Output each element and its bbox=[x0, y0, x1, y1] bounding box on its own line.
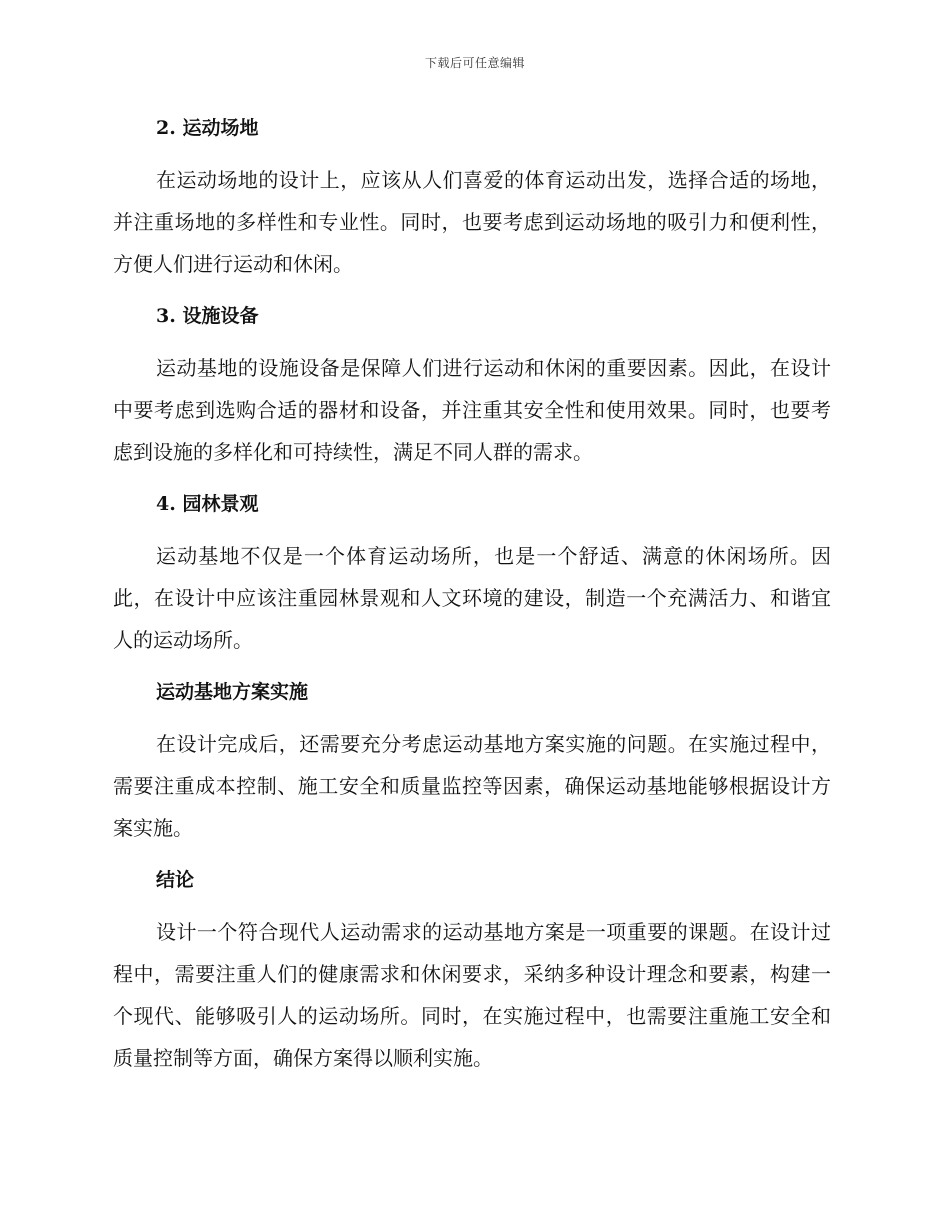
document-body bbox=[113, 108, 831, 1090]
section-heading: 结论 bbox=[156, 869, 195, 891]
section-implementation bbox=[113, 672, 831, 849]
section-paragraph: 在设计完成后，还需要充分考虑运动基地方案实施的问题。在实施过程中，需要注重成本控制、施工安全和质量监控等因素，确保运动基地能够根据设计方案实施。 bbox=[113, 732, 831, 840]
section-heading: 4. 园林景观 bbox=[156, 493, 259, 515]
section-paragraph: 运动基地的设施设备是保障人们进行运动和休闲的重要因素。因此，在设计中要考虑到选购合适的器材和设备，并注重其安全性和使用效果。同时，也要考虑到设施的多样化和可持续性，满足不同人群的需求。 bbox=[113, 356, 831, 464]
section-paragraph: 运动基地不仅是一个体育运动场所，也是一个舒适、满意的休闲场所。因此，在设计中应该注重园林景观和人文环境的建设，制造一个充满活力、和谐宜人的运动场所。 bbox=[113, 544, 831, 652]
page-header: 下载后可任意编辑 bbox=[424, 56, 525, 70]
section-paragraph: 设计一个符合现代人运动需求的运动基地方案是一项重要的课题。在设计过程中，需要注重人们的健康需求和休闲要求，采纳多种设计理念和要素，构建一个现代、能够吸引人的运动场所。同时，在实施过程中，也需要注重施工安全和质量控制等方面，确保方案得以顺利实施。 bbox=[113, 920, 831, 1070]
section-heading: 运动基地方案实施 bbox=[156, 681, 309, 703]
section-paragraph: 在运动场地的设计上，应该从人们喜爱的体育运动出发，选择合适的场地，并注重场地的多样性和专业性。同时，也要考虑到运动场地的吸引力和便利性，方便人们进行运动和休闲。 bbox=[113, 168, 831, 276]
section-facilities bbox=[113, 296, 831, 473]
section-sports-venue bbox=[113, 108, 831, 285]
section-landscape bbox=[113, 484, 831, 661]
section-heading: 2. 运动场地 bbox=[156, 117, 259, 139]
section-heading: 3. 设施设备 bbox=[156, 305, 259, 327]
section-conclusion bbox=[113, 860, 831, 1079]
